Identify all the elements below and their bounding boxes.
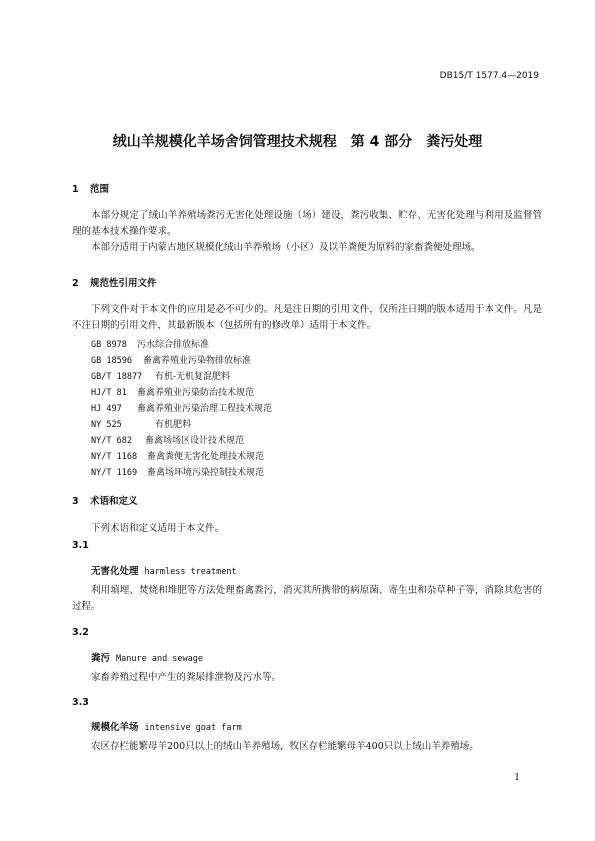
reference-item [91, 353, 251, 366]
reference-item [91, 369, 230, 382]
scope-paragraph-2: 本部分适用于内蒙古地区规模化绒山羊养殖场（小区）及以羊粪便为原料的家畜粪便处理场。 [91, 242, 481, 253]
page-number: 1 [514, 773, 520, 783]
section-number: 3 [72, 496, 79, 507]
term-zh: 规模化羊场 [91, 722, 139, 733]
section-title: 规范性引用文件 [90, 278, 157, 289]
reference-name: 畜禽场环境污染控制技术规范 [147, 468, 265, 478]
term-number: 3.3 [72, 697, 89, 708]
scope-paragraph-1: 本部分规定了绒山羊养殖场粪污无害化处理设施（场）建设，粪污收集、贮存、无害化处理与利用及监督管理的基本技术操作要求。 [72, 210, 542, 237]
reference-item [91, 417, 191, 430]
reference-item [91, 449, 264, 462]
term-number: 3.2 [72, 627, 89, 638]
reference-item [91, 433, 244, 446]
reference-code: NY/T 682 [91, 436, 132, 446]
references-intro: 下列文件对于本文件的应用是必不可少的。凡是注日期的引用文件，仅所注日期的版本适用于本文件。凡是不注日期的引用文件，其最新版本（包括所有的修改单）适用于本文件。 [72, 304, 542, 331]
term-heading [91, 563, 237, 577]
term-definition: 农区存栏能繁母羊200只以上的绒山羊养殖场，牧区存栏能繁母羊400只以上绒山羊养殖场。 [91, 741, 479, 752]
term-zh: 无害化处理 [91, 566, 139, 577]
section-2-heading [72, 275, 157, 289]
reference-code: GB 18596 [91, 356, 132, 366]
reference-name: 畜禽养殖业污染治理工程技术规范 [137, 404, 273, 414]
term-en: intensive goat farm [144, 723, 242, 733]
reference-item [91, 401, 272, 414]
reference-name: 污水综合排放标准 [137, 340, 210, 350]
reference-code: NY/T 1168 [91, 452, 138, 462]
document-title: 绒山羊规模化羊场舍饲管理技术规程 第 4 部分 粪污处理 [112, 134, 483, 150]
section-number: 1 [72, 184, 79, 195]
reference-code: NY 525 [91, 420, 122, 430]
section-1-heading [72, 181, 109, 195]
reference-item [91, 337, 209, 350]
term-definition: 家畜养殖过程中产生的粪尿排泄物及污水等。 [91, 672, 282, 683]
reference-code: GB/T 18877 [91, 372, 143, 382]
section-3-heading [72, 493, 138, 507]
reference-name: 畜禽养殖业污染防治技术规范 [137, 388, 255, 398]
standard-code: DB15/T 1577.4—2019 [439, 71, 539, 81]
reference-name: 有机肥料 [155, 420, 192, 430]
terms-intro: 下列术语和定义适用于本文件。 [91, 523, 225, 534]
term-number: 3.1 [72, 540, 89, 551]
reference-item [91, 465, 264, 478]
reference-code: NY/T 1169 [91, 468, 138, 478]
term-en: harmless treatment [144, 567, 237, 577]
reference-code: GB 8978 [91, 340, 127, 350]
reference-item [91, 385, 254, 398]
term-definition: 利用填埋、焚烧和堆肥等方法处理畜禽粪污，消灭其所携带的病原菌、寄生虫和杂草种子等，消除其危害的过程。 [72, 585, 542, 612]
section-title: 术语和定义 [90, 496, 138, 507]
section-number: 2 [72, 278, 79, 289]
section-title: 范围 [90, 184, 110, 195]
reference-code: HJ/T 81 [91, 388, 127, 398]
reference-name: 畜禽养殖业污染物排放标准 [143, 356, 252, 366]
reference-name: 畜禽粪便无害化处理技术规范 [147, 452, 265, 462]
reference-name: 有机-无机复混肥料 [155, 372, 231, 382]
term-heading [91, 719, 242, 733]
reference-code: HJ 497 [91, 404, 122, 414]
term-en: Manure and sewage [116, 654, 204, 664]
term-zh: 粪污 [91, 653, 111, 664]
term-heading [91, 650, 203, 664]
reference-name: 畜禽场场区设计技术规范 [145, 436, 245, 446]
